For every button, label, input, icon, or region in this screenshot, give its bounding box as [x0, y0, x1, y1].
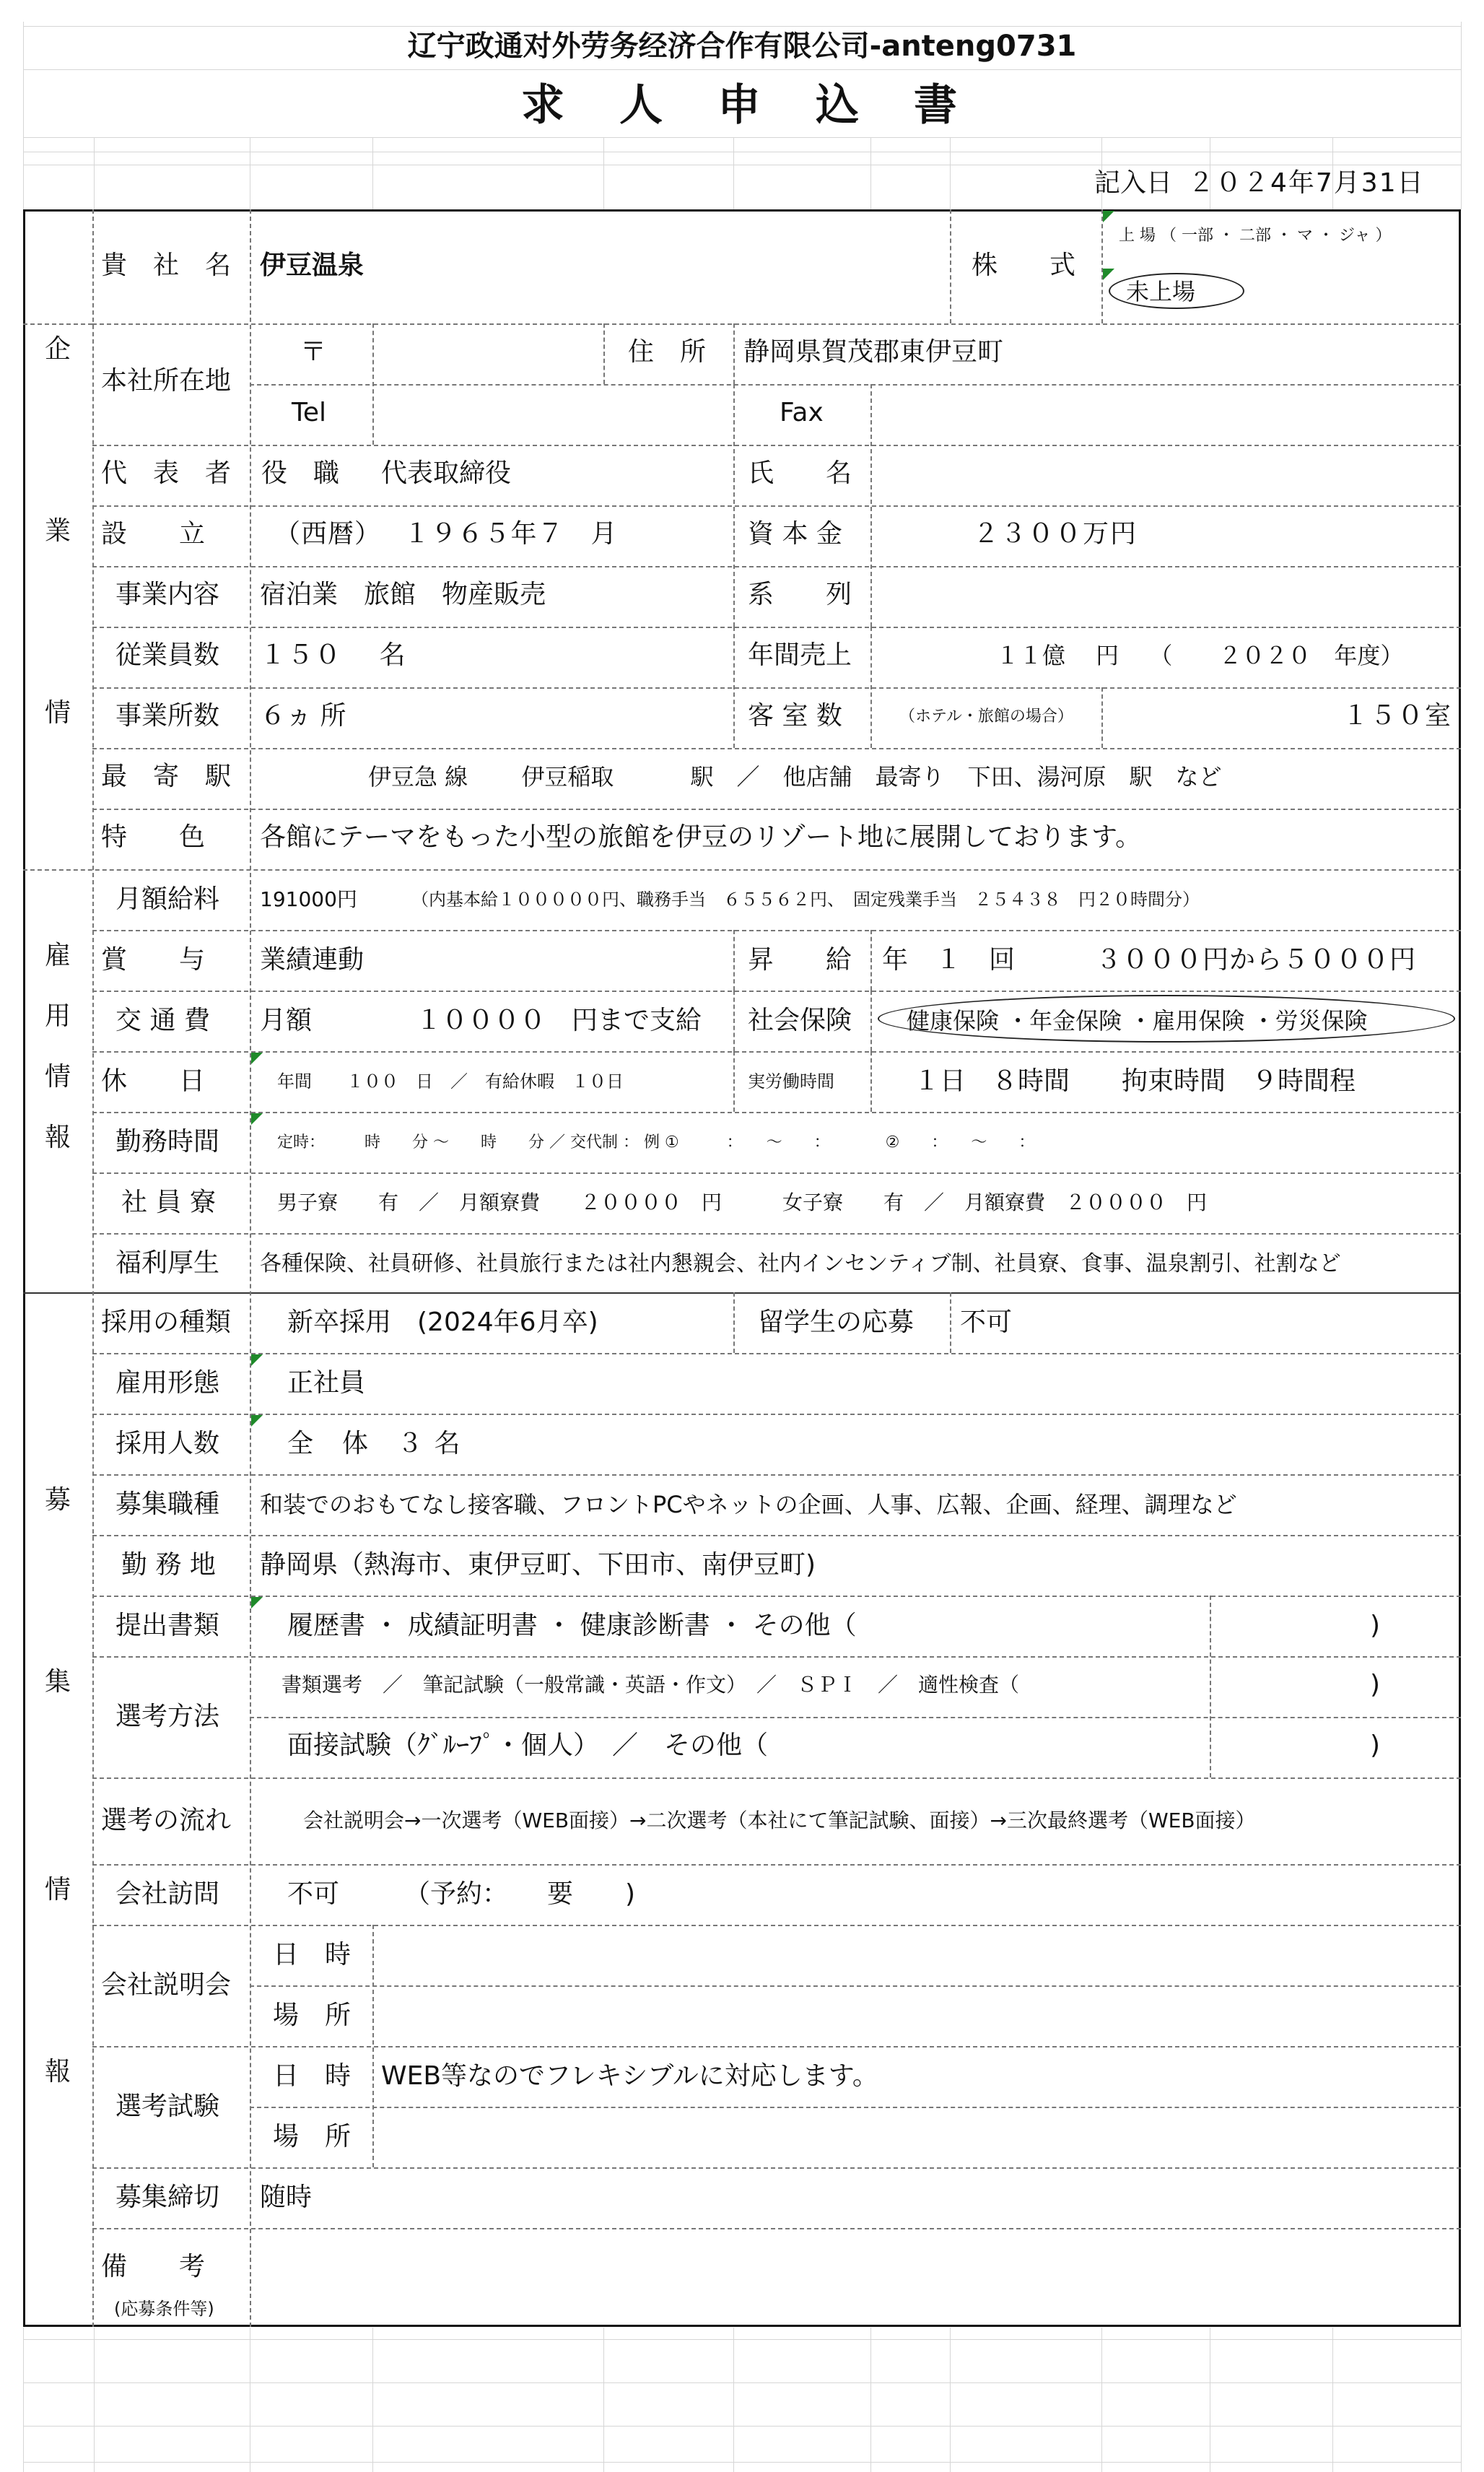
person-name-field[interactable] — [881, 461, 1444, 487]
company-visit-value[interactable]: 不可 （予約： 要 ) — [287, 1879, 636, 1909]
entry-date-value: ２０２4年7月31日 — [1188, 168, 1425, 198]
exam-datetime-value[interactable]: WEB等なのでフレキシブルに対応します。 — [381, 2061, 878, 2091]
bonus-label: 賞 与 — [101, 945, 206, 975]
sales-value[interactable]: １１億 円 （ ２０２０ 年度） — [996, 642, 1404, 669]
dorm-label: 社 員 寮 — [121, 1188, 216, 1217]
selection-method-line2[interactable]: 面接試験（ｸﾞﾙｰﾌﾟ・個人） ／ その他（ — [287, 1731, 769, 1760]
company-visit-label: 会社訪問 — [115, 1879, 220, 1909]
actual-hours-label: 実労働時間 — [748, 1071, 834, 1092]
holiday-label: 休 日 — [101, 1066, 206, 1096]
work-time-value[interactable]: 定時： 時 分 〜 時 分 ／ 交代制 ： 例 ① ： 〜 ： ② ： 〜 ： — [277, 1133, 1035, 1152]
selection-method-close-paren-1: ) — [1370, 1670, 1381, 1700]
deadline-label: 募集締切 — [115, 2182, 220, 2212]
briefing-place-field[interactable] — [383, 2003, 1444, 2029]
position-value[interactable]: 代表取締役 — [381, 458, 512, 488]
document-title: 求 人 申 込 書 — [521, 80, 963, 131]
offices-value[interactable]: ６ヵ 所 — [260, 701, 346, 731]
cell-comment-marker — [251, 1113, 263, 1125]
holiday-value[interactable]: 年間 １００ 日 ／ 有給休暇 １０日 — [277, 1071, 624, 1092]
station-label: 最 寄 駅 — [101, 762, 232, 791]
intl-students-value[interactable]: 不可 — [960, 1307, 1013, 1337]
rooms-value[interactable]: １５０室 — [1343, 701, 1453, 731]
stock-label: 株 式 — [972, 251, 1076, 280]
employment-form-label: 雇用形態 — [115, 1368, 220, 1398]
briefing-datetime-field[interactable] — [383, 1942, 1444, 1968]
address-value[interactable]: 静岡県賀茂郡東伊豆町 — [743, 337, 1004, 367]
hire-type-value[interactable]: 新卒採用 (2024年6月卒) — [287, 1307, 598, 1337]
work-location-value[interactable]: 静岡県（熱海市、東伊豆町、下田市、南伊豆町) — [260, 1550, 816, 1580]
position-label: 役 職 — [261, 458, 340, 488]
fax-field[interactable] — [881, 400, 1444, 426]
briefing-label: 会社説明会 — [101, 1970, 232, 2000]
company-name-value[interactable]: 伊豆温泉 — [260, 251, 365, 280]
employees-label: 従業員数 — [115, 640, 220, 670]
sales-label: 年間売上 — [748, 640, 852, 670]
feature-label: 特 色 — [101, 822, 206, 852]
station-value[interactable]: 伊豆急 線 伊豆稲取 駅 ／ 他店舗 最寄り 下田、湯河原 駅 など — [368, 763, 1222, 791]
rooms-label: 客 室 数 — [748, 701, 842, 731]
selection-method-line1[interactable]: 書類選考 ／ 筆記試験（一般常識・英語・作文） ／ ＳＰＩ ／ 適性検査（ — [281, 1673, 1020, 1697]
affiliation-label: 系 列 — [748, 580, 852, 609]
insurance-label: 社会保険 — [748, 1006, 852, 1035]
work-time-label: 勤務時間 — [115, 1127, 220, 1157]
bonus-value[interactable]: 業績連動 — [260, 945, 365, 975]
company-name-label: 貴 社 名 — [101, 251, 232, 280]
raise-value[interactable]: 年 １ 回 ３０００円から５０００円 — [882, 945, 1417, 975]
section-char: 募 — [45, 1485, 71, 1515]
feature-value[interactable]: 各館にテーマをもった小型の旅館を伊豆のリゾート地に展開しております。 — [260, 822, 1142, 852]
section-char: 情 — [45, 1875, 71, 1905]
cell-comment-marker — [1103, 269, 1114, 280]
selection-method-close-paren-2: ) — [1370, 1731, 1381, 1760]
exam-label: 選考試験 — [115, 2092, 220, 2121]
section-char: 情 — [45, 698, 71, 728]
actual-hours-value[interactable]: １日 ８時間 拘束時間 ９時間程 — [914, 1066, 1356, 1096]
founded-value[interactable]: （西暦） １９６５年７ 月 — [274, 519, 618, 549]
transport-value[interactable]: 月額 １００００ 円まで支給 — [260, 1006, 702, 1035]
briefing-datetime-label: 日 時 — [273, 1940, 352, 1970]
section-char: 情 — [45, 1062, 71, 1092]
welfare-value[interactable]: 各種保険、社員研修、社員旅行または社内懇親会、社内インセンティブ制、社員寮、食事、温泉割引、社割など — [260, 1251, 1341, 1276]
section-char: 業 — [45, 516, 71, 546]
work-location-label: 勤 務 地 — [121, 1550, 216, 1580]
cell-comment-marker — [1103, 211, 1114, 222]
job-types-value[interactable]: 和装でのおもてなし接客職、フロントPCやネットの企画、人事、広報、企画、経理、調理など — [260, 1491, 1237, 1518]
address-label: 住 所 — [628, 337, 707, 367]
exam-datetime-label: 日 時 — [273, 2061, 352, 2091]
cell-comment-marker — [251, 1415, 263, 1427]
offices-label: 事業所数 — [115, 701, 220, 731]
fax-label: Fax — [780, 398, 824, 427]
rooms-note: （ホテル・旅館の場合） — [899, 708, 1073, 726]
selection-method-label: 選考方法 — [115, 1702, 220, 1731]
exam-place-label: 場 所 — [273, 2122, 352, 2151]
affiliation-field[interactable] — [881, 582, 1444, 608]
transport-label: 交 通 費 — [115, 1006, 210, 1035]
briefing-place-label: 場 所 — [273, 2001, 352, 2030]
entry-date-label: 記入日 — [1094, 168, 1173, 198]
welfare-label: 福利厚生 — [115, 1248, 220, 1278]
section-char: 集 — [45, 1667, 71, 1697]
cell-comment-marker — [251, 1597, 263, 1609]
hq-label: 本社所在地 — [101, 366, 232, 396]
person-name-label: 氏 名 — [748, 458, 852, 488]
documents-close-paren: ) — [1370, 1611, 1381, 1640]
documents-label: 提出書類 — [115, 1611, 220, 1640]
tel-label: Tel — [292, 398, 327, 427]
representative-label: 代 表 者 — [101, 458, 232, 488]
cell-comment-marker — [251, 1354, 263, 1366]
deadline-value[interactable]: 随時 — [260, 2182, 313, 2212]
documents-value[interactable]: 履歴書 ・ 成績証明書 ・ 健康診断書 ・ その他（ — [287, 1611, 857, 1640]
employment-form-value[interactable]: 正社員 — [287, 1368, 366, 1398]
business-value[interactable]: 宿泊業 旅館 物産販売 — [260, 580, 546, 609]
listed-options: 上 場 （ 一部 ・ 二部 ・ マ ・ ジャ ） — [1119, 227, 1392, 245]
insurance-value[interactable]: 健康保険 ・年金保険 ・雇用保険 ・労災保険 — [907, 1007, 1368, 1035]
job-types-label: 募集職種 — [115, 1489, 220, 1519]
cell-comment-marker — [251, 1053, 263, 1064]
section-char: 雇 — [45, 941, 71, 970]
intl-students-label: 留学生の応募 — [758, 1307, 915, 1337]
hire-count-label: 採用人数 — [115, 1429, 220, 1458]
tel-field[interactable] — [383, 400, 722, 426]
dorm-value[interactable]: 男子寮 有 ／ 月額寮費 ２００００ 円 女子寮 有 ／ 月額寮費 ２００００ 円 — [277, 1191, 1208, 1214]
salary-label: 月額給料 — [115, 884, 220, 914]
salary-value[interactable]: 191000円 — [260, 887, 357, 911]
business-label: 事業内容 — [115, 580, 220, 609]
exam-place-field[interactable] — [383, 2124, 1444, 2150]
selection-flow-label: 選考の流れ — [101, 1806, 232, 1835]
remarks-sublabel: (応募条件等) — [114, 2299, 214, 2319]
capital-value[interactable]: ２３００万円 — [973, 519, 1138, 549]
founded-label: 設 立 — [101, 519, 206, 549]
remarks-label: 備 考 — [101, 2252, 206, 2281]
hire-type-label: 採用の種類 — [101, 1307, 232, 1337]
capital-label: 資 本 金 — [748, 519, 842, 549]
postal-mark: 〒 — [300, 337, 327, 367]
remarks-field[interactable] — [260, 2245, 1444, 2318]
selection-flow-value[interactable]: 会社説明会→一次選考（WEB面接）→二次選考（本社にて筆記試験、面接）→三次最終選考（WEB面接） — [303, 1809, 1256, 1832]
section-char: 企 — [45, 334, 71, 364]
listed-selected[interactable]: 未上場 — [1126, 278, 1196, 305]
section-char: 報 — [45, 1123, 71, 1152]
section-char: 報 — [45, 2057, 71, 2086]
hire-count-value[interactable]: 全 体 ３ 名 — [287, 1429, 462, 1458]
employees-value[interactable]: １５０ 名 — [260, 640, 407, 670]
section-char: 用 — [45, 1001, 71, 1031]
postal-code-field[interactable] — [383, 339, 592, 365]
raise-label: 昇 給 — [748, 945, 852, 975]
company-header: 辽宁政通对外劳务经济合作有限公司-anteng0731 — [407, 30, 1077, 63]
salary-detail: （内基本給１０００００円、職務手当 ６５５６２円、 固定残業手当 ２５４３８ 円２０時間分） — [411, 889, 1200, 910]
